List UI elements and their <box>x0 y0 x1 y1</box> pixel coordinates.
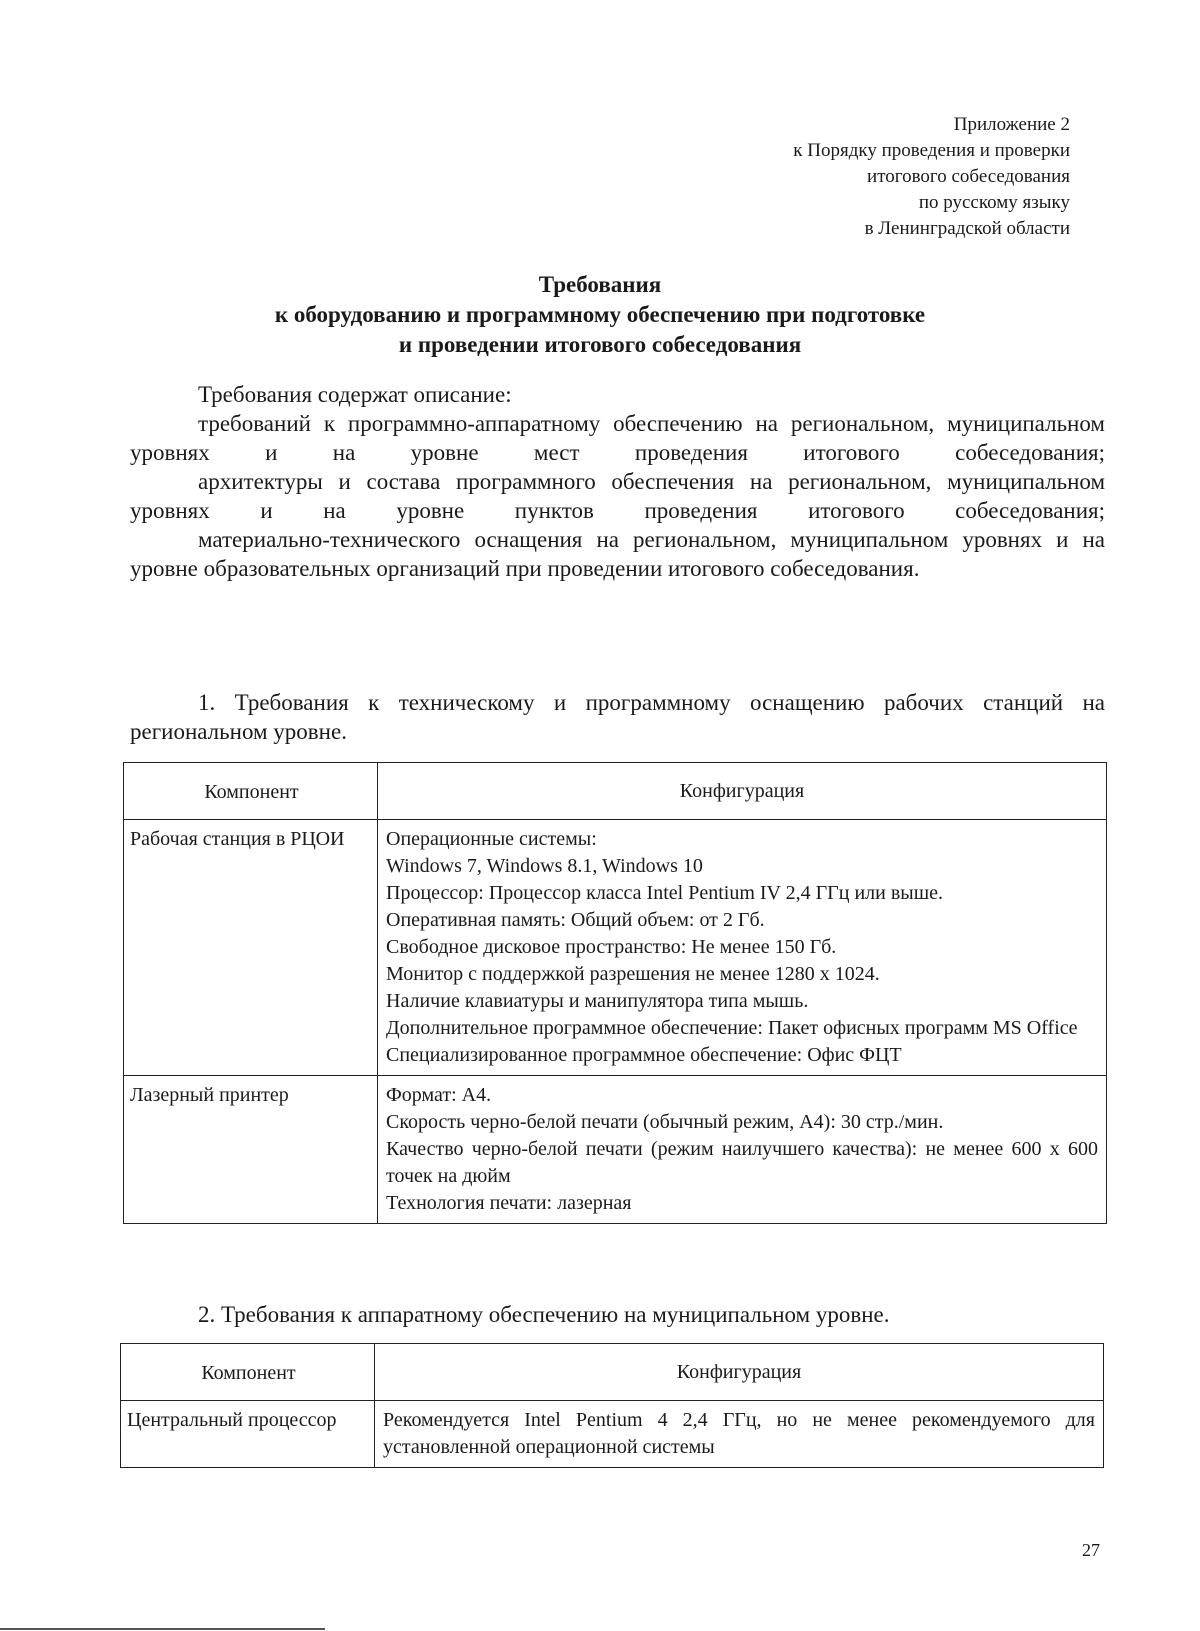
municipal-hardware-table <box>120 1343 1104 1468</box>
appendix-note <box>793 112 1070 242</box>
config-line: Специализированное программное обеспечение: Офис ФЦТ <box>386 1044 902 1066</box>
component-cell: Рабочая станция в РЦОИ <box>124 820 378 1076</box>
configuration-cell <box>378 820 1107 1076</box>
title-line: к оборудованию и программному обеспечению при подготовке <box>274 302 926 327</box>
component-cell: Лазерный принтер <box>124 1076 378 1224</box>
section-2-heading-text: 2. Требования к аппаратному обеспечению на муниципальном уровне. <box>198 1302 890 1327</box>
intro-text <box>130 380 1105 583</box>
table-header-row <box>121 1344 1104 1401</box>
table-row <box>124 820 1107 1076</box>
appendix-line: итогового собеседования <box>867 166 1070 187</box>
section-2-heading <box>130 1300 1105 1329</box>
config-line: Монитор с поддержкой разрешения не менее 1280 x 1024. <box>386 963 880 985</box>
config-line: Операционные системы: <box>386 828 597 850</box>
appendix-line: по русскому языку <box>918 192 1070 213</box>
appendix-line: Приложение 2 <box>953 114 1070 135</box>
config-line: Рекомендуется Intel Pentium 4 2,4 ГГц, но не менее рекомендуемого для установленной операционной системы <box>383 1409 1095 1458</box>
document-title <box>130 270 1070 360</box>
table-header-row <box>124 763 1107 820</box>
page-number: 27 <box>1082 1540 1100 1560</box>
configuration-cell <box>378 1076 1107 1224</box>
scan-edge-line <box>0 1628 325 1630</box>
header-configuration: Конфигурация <box>375 1344 1104 1401</box>
table-row <box>124 1076 1107 1224</box>
intro-item: архитектуры и состава программного обеспечения на региональном, муниципальном уровнях и на уровне пунктов проведения итогового собеседования; <box>130 469 1105 523</box>
config-line: Оперативная память: Общий объем: от 2 Гб. <box>386 909 765 931</box>
workstation-requirements-table <box>123 762 1107 1224</box>
intro-item: требований к программно-аппаратному обеспечению на региональном, муниципальном уровнях и на уровне мест проведения итогового собеседования; <box>130 411 1105 465</box>
header-component: Компонент <box>121 1344 375 1401</box>
config-line: Дополнительное программное обеспечение: Пакет офисных программ MS Office <box>386 1017 1078 1039</box>
config-line: Формат: А4. <box>386 1084 492 1106</box>
header-component: Компонент <box>124 763 378 820</box>
config-line: Процессор: Процессор класса Intel Pentium IV 2,4 ГГц или выше. <box>386 882 943 904</box>
title-line: и проведении итогового собеседования <box>398 332 802 357</box>
table-row <box>121 1401 1104 1468</box>
config-line: Скорость черно-белой печати (обычный режим, А4): 30 стр./мин. <box>386 1111 944 1133</box>
component-cell: Центральный процессор <box>121 1401 375 1468</box>
header-configuration: Конфигурация <box>378 763 1107 820</box>
config-line: Наличие клавиатуры и манипулятора типа мышь. <box>386 990 809 1012</box>
configuration-cell <box>375 1401 1104 1468</box>
config-line: Windows 7, Windows 8.1, Windows 10 <box>386 855 703 877</box>
section-1-heading <box>130 688 1105 746</box>
intro-lead: Требования содержат описание: <box>198 382 512 407</box>
config-line: Качество черно-белой печати (режим наилучшего качества): не менее 600 x 600 точек на дюйм <box>386 1138 1098 1187</box>
config-line: Технология печати: лазерная <box>386 1192 632 1214</box>
section-1-heading-text: 1. Требования к техническому и программному оснащению рабочих станций на региональном уровне. <box>130 690 1105 744</box>
intro-item: материально-технического оснащения на региональном, муниципальном уровнях и на уровне образовательных организаций при проведении итогового собеседования. <box>130 527 1105 581</box>
title-line: Требования <box>538 272 662 297</box>
config-line: Свободное дисковое пространство: Не менее 150 Гб. <box>386 936 837 958</box>
appendix-line: в Ленинградской области <box>864 218 1070 239</box>
appendix-line: к Порядку проведения и проверки <box>793 140 1070 161</box>
